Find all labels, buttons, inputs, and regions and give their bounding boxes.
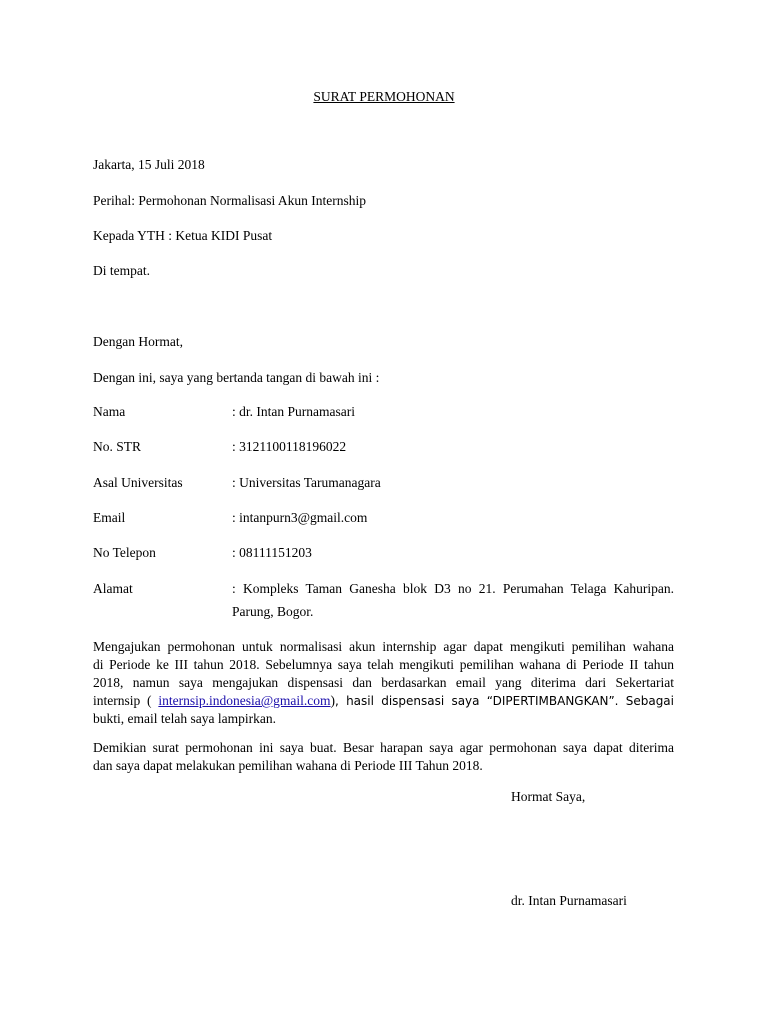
closing: Hormat Saya, [511,789,586,804]
paragraph-1-line-4-prefix: internsip ( [93,693,159,708]
paragraph-1-line-3: 2018, namun saya mengajukan dispensasi dan berdasarkan email yang diterima dari Sekertariat [93,675,674,690]
email-link[interactable]: internsip.indonesia@gmail.com [158,693,331,708]
paragraph-2-line-2: dan saya dapat melakukan pemilihan wahana di Periode III Tahun 2018. [93,758,483,773]
signatory-name: dr. Intan Purnamasari [511,893,627,908]
field-value-university: : Universitas Tarumanagara [232,475,381,490]
field-label-address: Alamat [93,581,133,596]
paragraph-1-line-4 [93,692,674,710]
paragraph-2-line-1: Demikian surat permohonan ini saya buat. Besar harapan saya agar permohonan saya dapat diterima [93,740,674,755]
field-value-phone: : 08111151203 [232,545,312,560]
paragraph-1-line-4-suffix: , hasil dispensasi saya “DIPERTIMBANGKAN”. Sebagai [335,694,674,708]
recipient-line: Kepada YTH : Ketua KIDI Pusat [93,228,273,243]
field-label-phone: No Telepon [93,545,156,560]
body-paragraph-2 [93,739,674,775]
paragraph-1-line-5: bukti, email telah saya lampirkan. [93,711,276,726]
paragraph-1-line-2: di Periode ke III tahun 2018. Sebelumnya saya telah mengikuti pemilihan wahana di Periode II tahun [93,657,674,672]
paragraph-1-line-1: Mengajukan permohonan untuk normalisasi akun internship agar dapat mengikuti pemilihan wahana [93,639,674,654]
greeting: Dengan Hormat, [93,334,183,349]
field-value-str: : 3121100118196022 [232,439,347,454]
intro-line: Dengan ini, saya yang bertanda tangan di bawah ini : [93,370,380,385]
subject-line: Perihal: Permohonan Normalisasi Akun Internship [93,193,366,208]
letter-title: SURAT PERMOHONAN [313,89,455,104]
paragraph-1-line-4-close: ) [330,693,336,708]
place-line: Di tempat. [93,263,150,278]
field-value-email: : intanpurn3@gmail.com [232,510,368,525]
field-label-name: Nama [93,404,126,419]
field-value-address-line2: Parung, Bogor. [232,604,314,619]
field-label-str: No. STR [93,439,142,454]
field-value-address: : Kompleks Taman Ganesha blok D3 no 21. Perumahan Telaga Kahuripan. [232,581,674,596]
date-line: Jakarta, 15 Juli 2018 [93,157,205,172]
field-label-email: Email [93,510,126,525]
field-label-university: Asal Universitas [93,475,183,490]
body-paragraph-1 [93,638,674,728]
field-value-name: : dr. Intan Purnamasari [232,404,355,419]
